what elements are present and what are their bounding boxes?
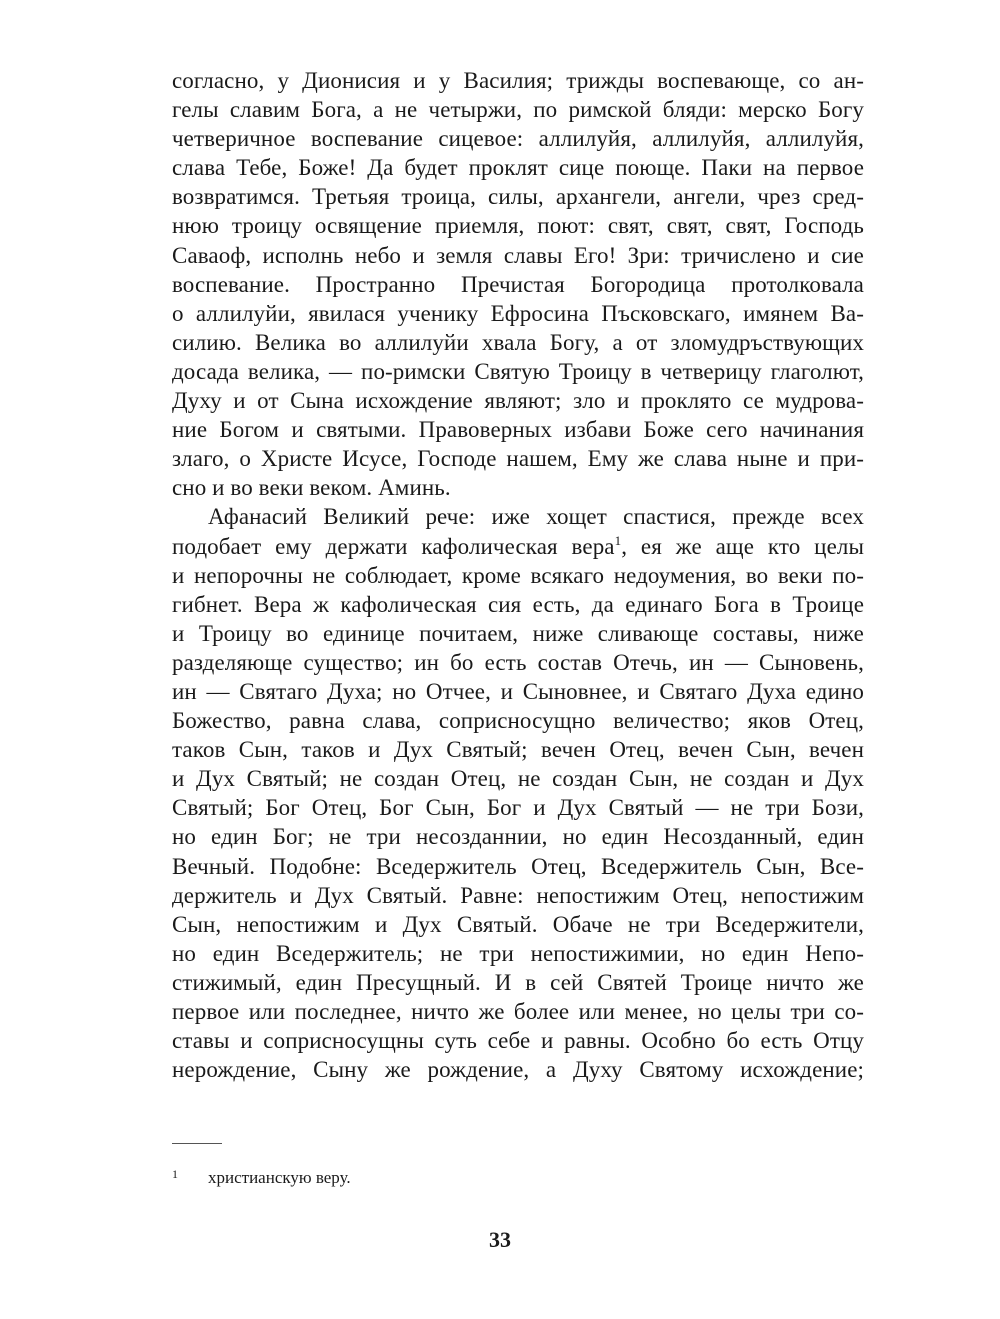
text-line: ин — Святаго Духа; но Отчее, и Сыновнее, и Святаго Духа едино (172, 678, 864, 704)
text-line: Саваоф, исполнь небо и земля славы Его! Зри: тричислено и сие (172, 242, 864, 268)
text-line: но един Бог; не три несозданнии, но един Несозданный, един (172, 824, 864, 850)
text-line: досада велика, — по-римски Святую Троицу в четверицу глаголют, (172, 358, 864, 384)
text-line: но един Вседержитель; не три непостижимии, но един Непо- (172, 940, 864, 966)
main-text (172, 66, 864, 1084)
text-line: Сын, непостижим и Дух Святый. Обаче не три Вседержители, (172, 911, 864, 937)
text-line: ставы и соприсносущны суть себе и равны. Особно бо есть Отцу (172, 1028, 864, 1054)
footnote-divider (172, 1143, 222, 1144)
text-line: держитель и Дух Святый. Равне: непостижим Отец, непостижим (172, 882, 864, 908)
text-line: Святый; Бог Отец, Бог Сын, Бог и Дух Святый — не три Бози, (172, 795, 864, 821)
text-line: четверичное воспевание сицевое: аллилуйя, аллилуйя, аллилуйя, (172, 126, 864, 152)
text-line: Божество, равна слава, соприсносущно величество; яков Отец, (172, 708, 864, 734)
text-line: разделяюще существо; ин бо есть состав Отечь, ин — Сыновень, (172, 649, 864, 675)
text-line-with-footnote-ref (172, 532, 864, 561)
footnote-number: 1 (172, 1167, 178, 1181)
text-line: нюю троицу освящение приемля, поют: свят, свят, свят, Господь (172, 213, 864, 239)
text-line: сно и во веки веком. Аминь. (172, 475, 451, 501)
text-line: воспевание. Пространно Пречистая Богородица протолковала (172, 271, 864, 297)
text-line: ние Богом и святыми. Правоверных избави Боже сего начинания (172, 417, 864, 443)
text-line: первое или последнее, ничто же более или менее, но целы три со- (172, 999, 864, 1024)
footnote (172, 1163, 351, 1189)
paragraph-first-line: Афанасий Великий рече: иже хощет спастися, прежде всех (208, 504, 864, 530)
text-line: и непорочны не соблюдает, кроме всякаго недоумения, во веки по- (172, 562, 864, 588)
text-line: слава Тебе, Боже! Да будет проклят сице поюще. Паки на первое (172, 155, 864, 181)
text-segment: , ея же аще кто целы (621, 533, 865, 559)
text-line: возвратимся. Третьяя троица, силы, архангели, ангели, чрез сред- (172, 184, 864, 210)
text-line: гелы славим Бога, а не четыржи, по римской бляди: мерско Богу (172, 97, 864, 123)
text-line: согласно, у Дионисия и у Василия; трижды воспевающе, со ан- (172, 68, 864, 93)
text-line: о аллилуйи, явилася ученику Ефросина Пъсковскаго, имянем Ва- (172, 300, 864, 326)
text-line: гибнет. Вера ж кафолическая сия есть, да единаго Бога в Троице (172, 591, 864, 617)
text-line: силию. Велика во аллилуйи хвала Богу, а от зломудръствующих (172, 329, 864, 355)
footnote-text: христианскую веру. (208, 1168, 351, 1187)
text-line: и Дух Святый; не создан Отец, не создан Сын, не создан и Дух (172, 766, 864, 792)
text-line: стижимый, един Пресущный. И в сей Святей Троице ничто же (172, 969, 864, 995)
text-segment: подобает ему держати кафолическая вера (172, 533, 615, 559)
text-line: таков Сын, таков и Дух Святый; вечен Отец, вечен Сын, вечен (172, 737, 864, 763)
text-line: и Троицу во единице почитаем, ниже сливающе составы, ниже (172, 620, 864, 646)
page-number: 33 (489, 1227, 511, 1252)
text-line: Вечный. Подобне: Вседержитель Отец, Вседержитель Сын, Все- (172, 853, 864, 879)
text-line: нерождение, Сыну же рождение, а Духу Святому исхождение; (172, 1057, 864, 1083)
text-line: злаго, о Христе Исусе, Господе нашем, Ему же слава ныне и при- (172, 446, 864, 472)
text-line: Духу и от Сына исхождение являют; зло и проклято се мудрова- (172, 388, 864, 414)
footnote-reference[interactable]: 1 (614, 532, 622, 548)
